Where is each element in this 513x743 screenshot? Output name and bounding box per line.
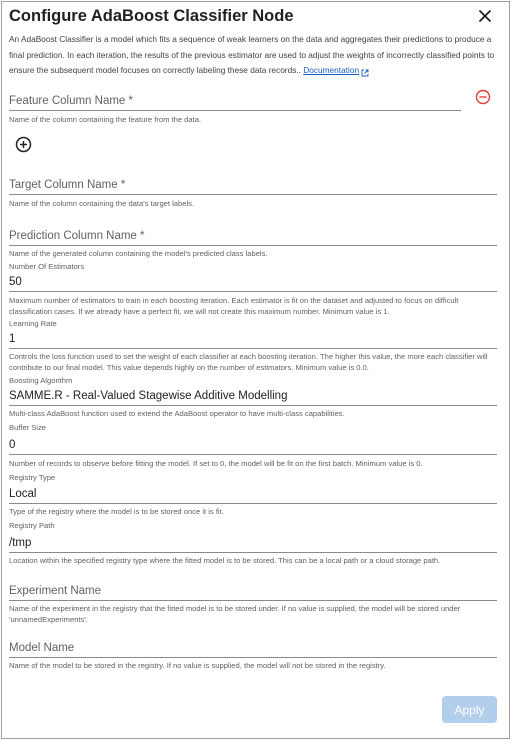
boosting-algorithm-select[interactable] bbox=[9, 376, 497, 406]
dialog-description bbox=[9, 32, 497, 79]
registry-type-help: Type of the registry where the model is to be stored once it is fit. bbox=[9, 507, 224, 516]
boosting-algorithm-label: Boosting Algorithm bbox=[9, 376, 73, 385]
model-name-placeholder: Model Name bbox=[9, 642, 75, 654]
registry-type-label: Registry Type bbox=[9, 473, 56, 482]
experiment-name-placeholder: Experiment Name bbox=[9, 585, 102, 597]
registry-path-value: /tmp bbox=[9, 537, 32, 549]
learning-rate-label: Learning Rate bbox=[9, 319, 57, 328]
n-estimators-label: Number Of Estimators bbox=[9, 262, 85, 271]
add-circle-icon[interactable] bbox=[15, 136, 32, 153]
close-icon[interactable] bbox=[476, 7, 494, 25]
registry-path-help: Location within the specified registry type where the fitted model is to be stored. This can be a local path or a cloud storage path. bbox=[9, 556, 441, 565]
external-link-icon bbox=[361, 67, 369, 75]
description-text: An AdaBoost Classifier is a model which fits a sequence of weak learners on the data and aggregates their predictions to produce a final prediction. In each iteration, the results of the previous estimator are used to adjust the weights of incorrectly classified points to ensure the subsequent model focuses on correctly labeling these data records.. bbox=[9, 34, 495, 75]
apply-button[interactable]: Apply bbox=[442, 696, 497, 723]
prediction-column-input[interactable] bbox=[9, 223, 497, 246]
learning-rate-input[interactable] bbox=[9, 319, 497, 349]
registry-type-value: Local bbox=[9, 488, 37, 500]
boosting-algorithm-value: SAMME.R - Real-Valued Stagewise Additive Modelling bbox=[9, 390, 288, 402]
n-estimators-input[interactable] bbox=[9, 262, 497, 292]
documentation-link[interactable]: Documentation bbox=[303, 65, 360, 75]
feature-column-input[interactable] bbox=[9, 88, 461, 111]
target-column-input[interactable] bbox=[9, 172, 497, 195]
target-column-placeholder: Target Column Name * bbox=[9, 179, 126, 191]
target-column-help: Name of the column containing the data's target labels. bbox=[9, 199, 195, 208]
learning-rate-help: Controls the loss function used to set the weight of each classifier at each boosting iteration. The higher this value, the more each classifier will contribute to our final model. This value depends highly on the number of estimators. Minimum value is 0.0. bbox=[9, 352, 488, 372]
registry-path-label: Registry Path bbox=[9, 521, 55, 530]
buffer-size-label: Buffer Size bbox=[9, 423, 47, 432]
configure-node-dialog bbox=[1, 1, 510, 739]
learning-rate-value: 1 bbox=[9, 333, 16, 345]
registry-path-input[interactable] bbox=[9, 521, 497, 553]
remove-circle-icon[interactable] bbox=[475, 89, 491, 105]
dialog-title: Configure AdaBoost Classifier Node bbox=[9, 7, 294, 25]
n-estimators-value: 50 bbox=[9, 276, 22, 288]
buffer-size-value: 0 bbox=[9, 439, 16, 451]
prediction-column-help: Name of the generated column containing the model's predicted class labels. bbox=[9, 249, 268, 258]
model-name-input[interactable] bbox=[9, 635, 497, 658]
prediction-column-placeholder: Prediction Column Name * bbox=[9, 230, 145, 242]
feature-column-help: Name of the column containing the feature from the data. bbox=[9, 115, 202, 124]
buffer-size-help: Number of records to observe before fitting the model. If set to 0, the model will be fit on the first batch. Minimum value is 0. bbox=[9, 459, 423, 468]
feature-column-placeholder: Feature Column Name * bbox=[9, 95, 133, 107]
registry-type-select[interactable] bbox=[9, 473, 497, 504]
boosting-algorithm-help: Multi-class AdaBoost function used to extend the AdaBoost operator to have multi-class capabilities. bbox=[9, 409, 345, 418]
experiment-name-help: Name of the experiment in the registry that the fitted model is to be stored under. If no value is supplied, the model will be stored under 'unnamedExperiments'. bbox=[9, 604, 461, 624]
model-name-help: Name of the model to be stored in the registry. If no value is supplied, the model will not be stored in the registry. bbox=[9, 661, 386, 670]
experiment-name-input[interactable] bbox=[9, 578, 497, 601]
buffer-size-input[interactable] bbox=[9, 423, 497, 455]
n-estimators-help: Maximum number of estimators to train in each boosting iteration. Each estimator is fit on the dataset and adjusted to focus on difficult classification cases. If we already have a perfect fit, we will not create this maximum number. Minimum value is 1. bbox=[9, 296, 459, 316]
